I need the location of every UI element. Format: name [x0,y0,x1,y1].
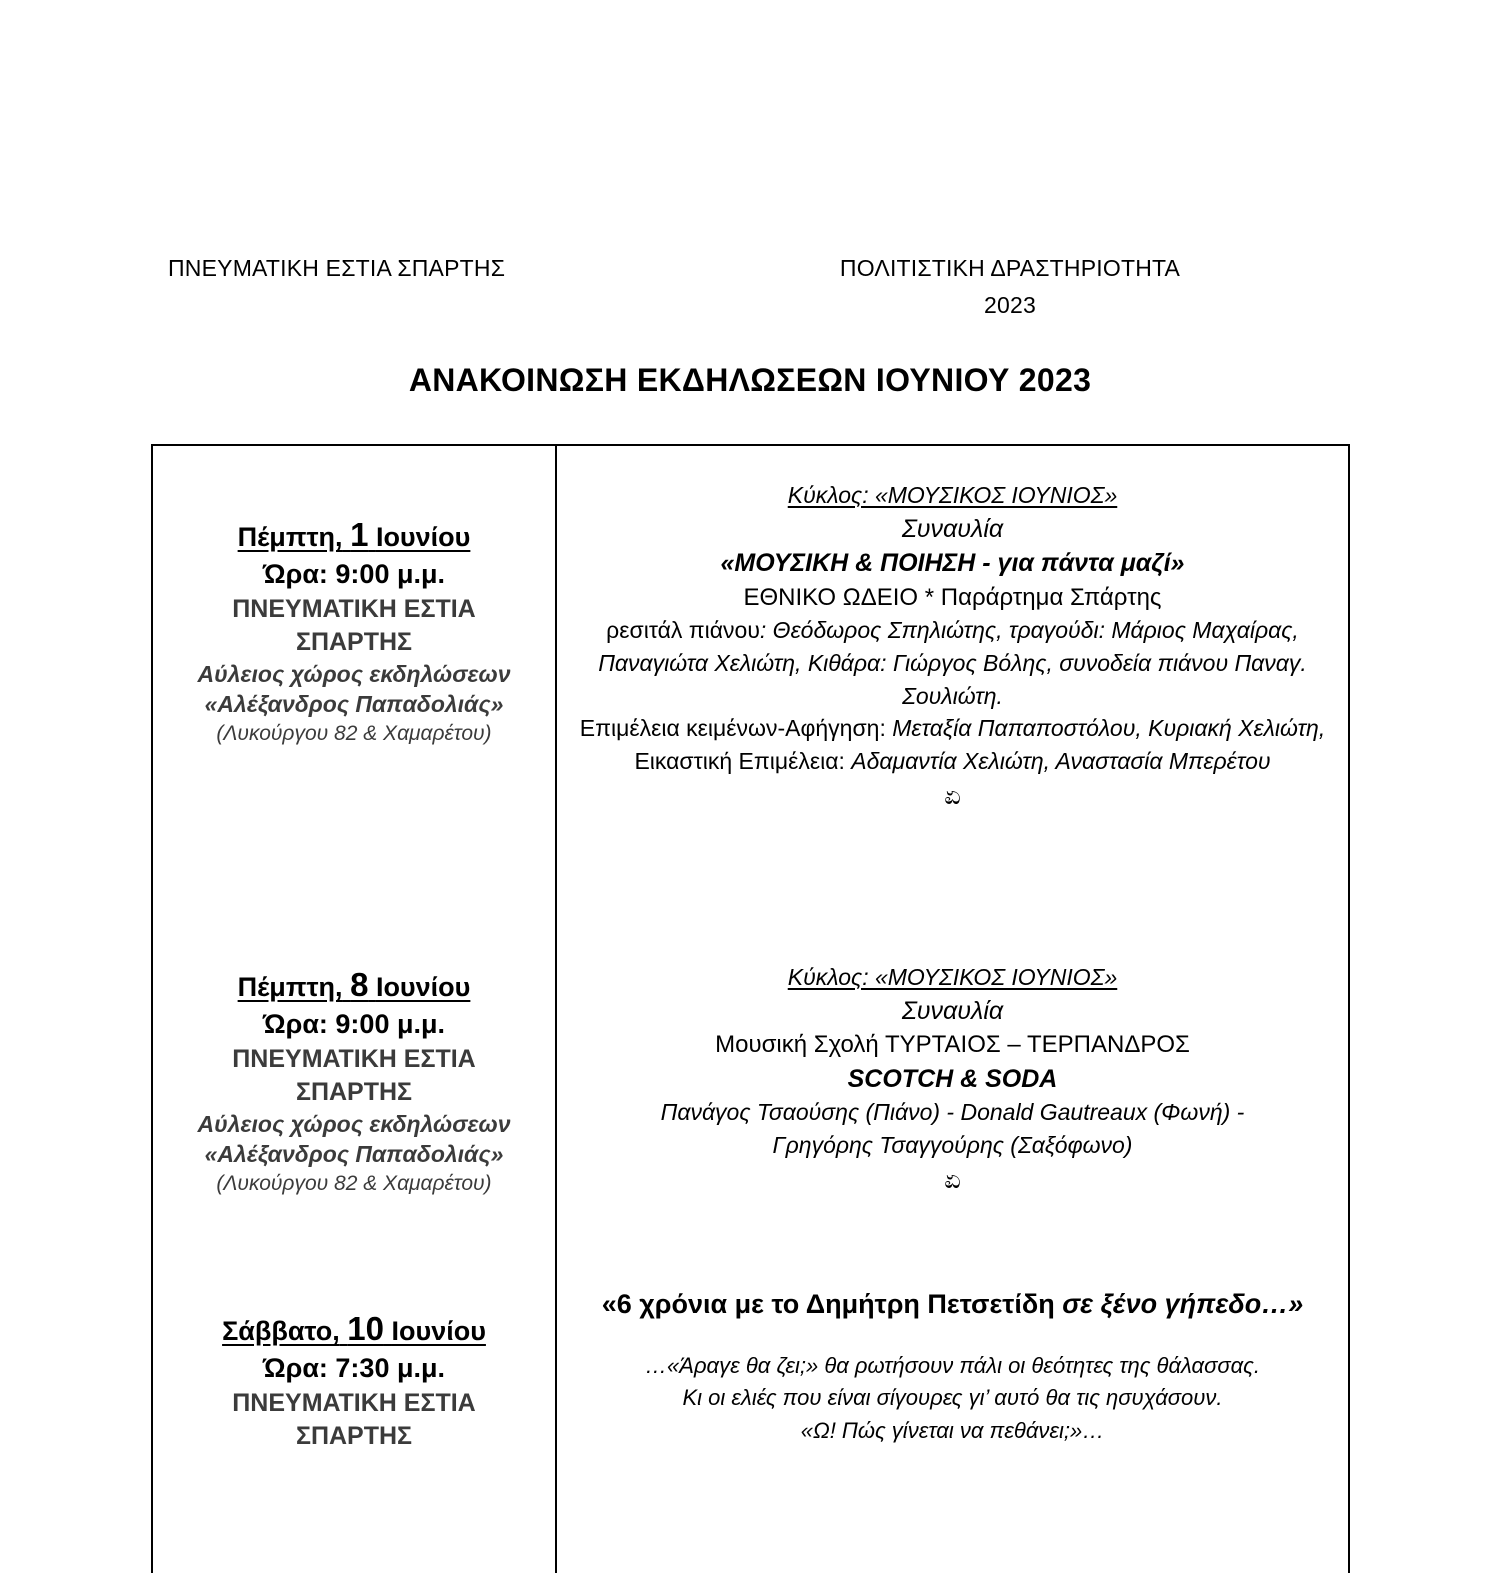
event-subvenue-line-1: Αύλειος χώρος εκδηλώσεων [197,1111,511,1138]
poem-line-3: «Ω! Πώς γίνεται να πεθάνει;»… [800,1417,1105,1443]
activity-label: ΠΟΛΙΤΙΣΤΙΚΗ ΔΡΑΣΤΗΡΙΟΤΗΤΑ [839,255,1181,281]
headline-italic: σε ξένο γήπεδο…» [1062,1289,1304,1320]
event-time: Ώρα: 7:30 μ.μ. [263,1352,445,1383]
event-cycle: Κύκλος: «ΜΟΥΣΙΚΟΣ ΙΟΥΝΙΟΣ» [787,964,1118,990]
event-when-cell [153,814,557,1198]
event-what-cell [557,1198,1348,1573]
event-venue-line-2: ΣΠΑΡΤΗΣ [295,1421,413,1450]
event-date-weekday: Πέμπτη, [237,972,343,1002]
event-title: «ΜΟΥΣΙΚΗ & ΠΟΙΗΣΗ - για πάντα μαζί» [720,549,1185,578]
event-when-cell [153,1198,557,1573]
page-title: ΑΝΑΚΟΙΝΩΣΗ ΕΚΔΗΛΩΣΕΩΝ ΙΟΥΝΙΟΥ 2023 [408,362,1092,398]
event-venue-line-1: ΠΝΕΥΜΑΤΙΚΗ ΕΣΤΙΑ [232,594,476,623]
event-organizer: ΕΘΝΙΚΟ ΩΔΕΙΟ * Παράρτημα Σπάρτης [743,583,1162,611]
event-cycle: Κύκλος: «ΜΟΥΣΙΚΟΣ ΙΟΥΝΙΟΣ» [787,482,1118,508]
credits-2-plain: Επιμέλεια κειμένων-Αφήγηση: [579,715,893,742]
event-date-month: Ιουνίου [375,972,471,1002]
event-date-day: 10 [347,1310,384,1348]
event-organizer: Μουσική Σχολή ΤΥΡΤΑΙΟΣ – ΤΕΡΠΑΝΔΡΟΣ [715,1031,1190,1059]
event-address: (Λυκούργου 82 & Χαμαρέτου) [216,1171,492,1195]
table-row [153,814,1348,1198]
credits-2-italic: Μεταξία Παπαποστόλου, Κυριακή Χελιώτη, [892,715,1326,742]
credits-3-italic: Αδαμαντία Χελιώτη, Αναστασία Μπερέτου [851,747,1271,774]
event-what-cell [557,446,1348,814]
event-subvenue-line-1: Αύλειος χώρος εκδηλώσεων [197,661,511,688]
event-date [163,514,545,557]
event-time: Ώρα: 9:00 μ.μ. [263,1008,445,1039]
organization-name: ΠΝΕΥΜΑΤΙΚΗ ΕΣΤΙΑ ΣΠΑΡΤΗΣ [168,255,506,281]
header-right-block [700,255,1320,319]
poem-line-1: …«Άραγε θα ζει;» θα ρωτήσουν πάλι οι θεότητες της θάλασσας. [645,1352,1260,1378]
event-date-month: Ιουνίου [375,522,471,552]
leaf-ornament-icon: ಏ [944,780,961,811]
poem-line-2: Κι οι ελιές που είναι σίγουρες γι’ αυτό θα τις ησυχάσουν. [682,1385,1223,1411]
event-performers-2: Γρηγόρης Τσαγγούρης (Σαξόφωνο) [772,1131,1133,1158]
event-headline [579,1286,1326,1324]
event-date-month: Ιουνίου [391,1316,486,1347]
event-date-weekday: Πέμπτη, [237,522,343,552]
event-performers-1: Πανάγος Τσαούσης (Πιάνο) - Donald Gautreaux (Φωνή) - [660,1099,1245,1126]
event-subvenue-line-2: «Αλέξανδρος Παπαδολιάς» [204,691,504,718]
events-table [151,444,1350,1573]
event-venue-line-1: ΠΝΕΥΜΑΤΙΚΗ ΕΣΤΙΑ [232,1388,476,1417]
event-date [163,964,545,1007]
event-what-cell [557,814,1348,1198]
event-venue-line-2: ΣΠΑΡΤΗΣ [295,627,413,656]
event-credits-3 [579,745,1326,778]
leaf-ornament-icon: ಏ [944,1164,961,1195]
header-year: 2023 [984,292,1036,318]
event-address: (Λυκούργου 82 & Χαμαρέτου) [216,721,492,745]
event-date-weekday: Σάββατο, [222,1316,340,1347]
event-date-day: 8 [350,966,369,1003]
credits-1-italic: : Θεόδωρος Σπηλιώτης, τραγούδι: Μάριος Μαχαίρας, Παναγιώτα Χελιώτη, Κιθάρα: Γιώργος Βόλης, συνοδεία πιάνου Παναγ. Σουλιώτη. [598,617,1307,709]
event-when-cell [153,446,557,814]
event-kind: Συναυλία [901,514,1004,543]
event-date [163,1308,545,1351]
headline-plain: «6 χρόνια με το Δημήτρη Πετσετίδη [601,1289,1063,1320]
event-kind: Συναυλία [901,996,1004,1025]
credits-1-plain: ρεσιτάλ πιάνου [606,617,760,644]
document-header [0,255,1500,335]
event-venue-line-1: ΠΝΕΥΜΑΤΙΚΗ ΕΣΤΙΑ [232,1044,476,1073]
credits-3-plain: Εικαστική Επιμέλεια: [634,747,852,774]
table-row [153,1198,1348,1573]
event-time: Ώρα: 9:00 μ.μ. [263,558,445,589]
event-credits-2 [579,712,1326,745]
event-venue-line-2: ΣΠΑΡΤΗΣ [295,1077,413,1106]
event-credits-1 [579,614,1326,712]
event-subvenue-line-2: «Αλέξανδρος Παπαδολιάς» [204,1141,504,1168]
event-title: SCOTCH & SODA [847,1064,1058,1093]
table-row [153,446,1348,814]
event-date-day: 1 [350,516,369,553]
